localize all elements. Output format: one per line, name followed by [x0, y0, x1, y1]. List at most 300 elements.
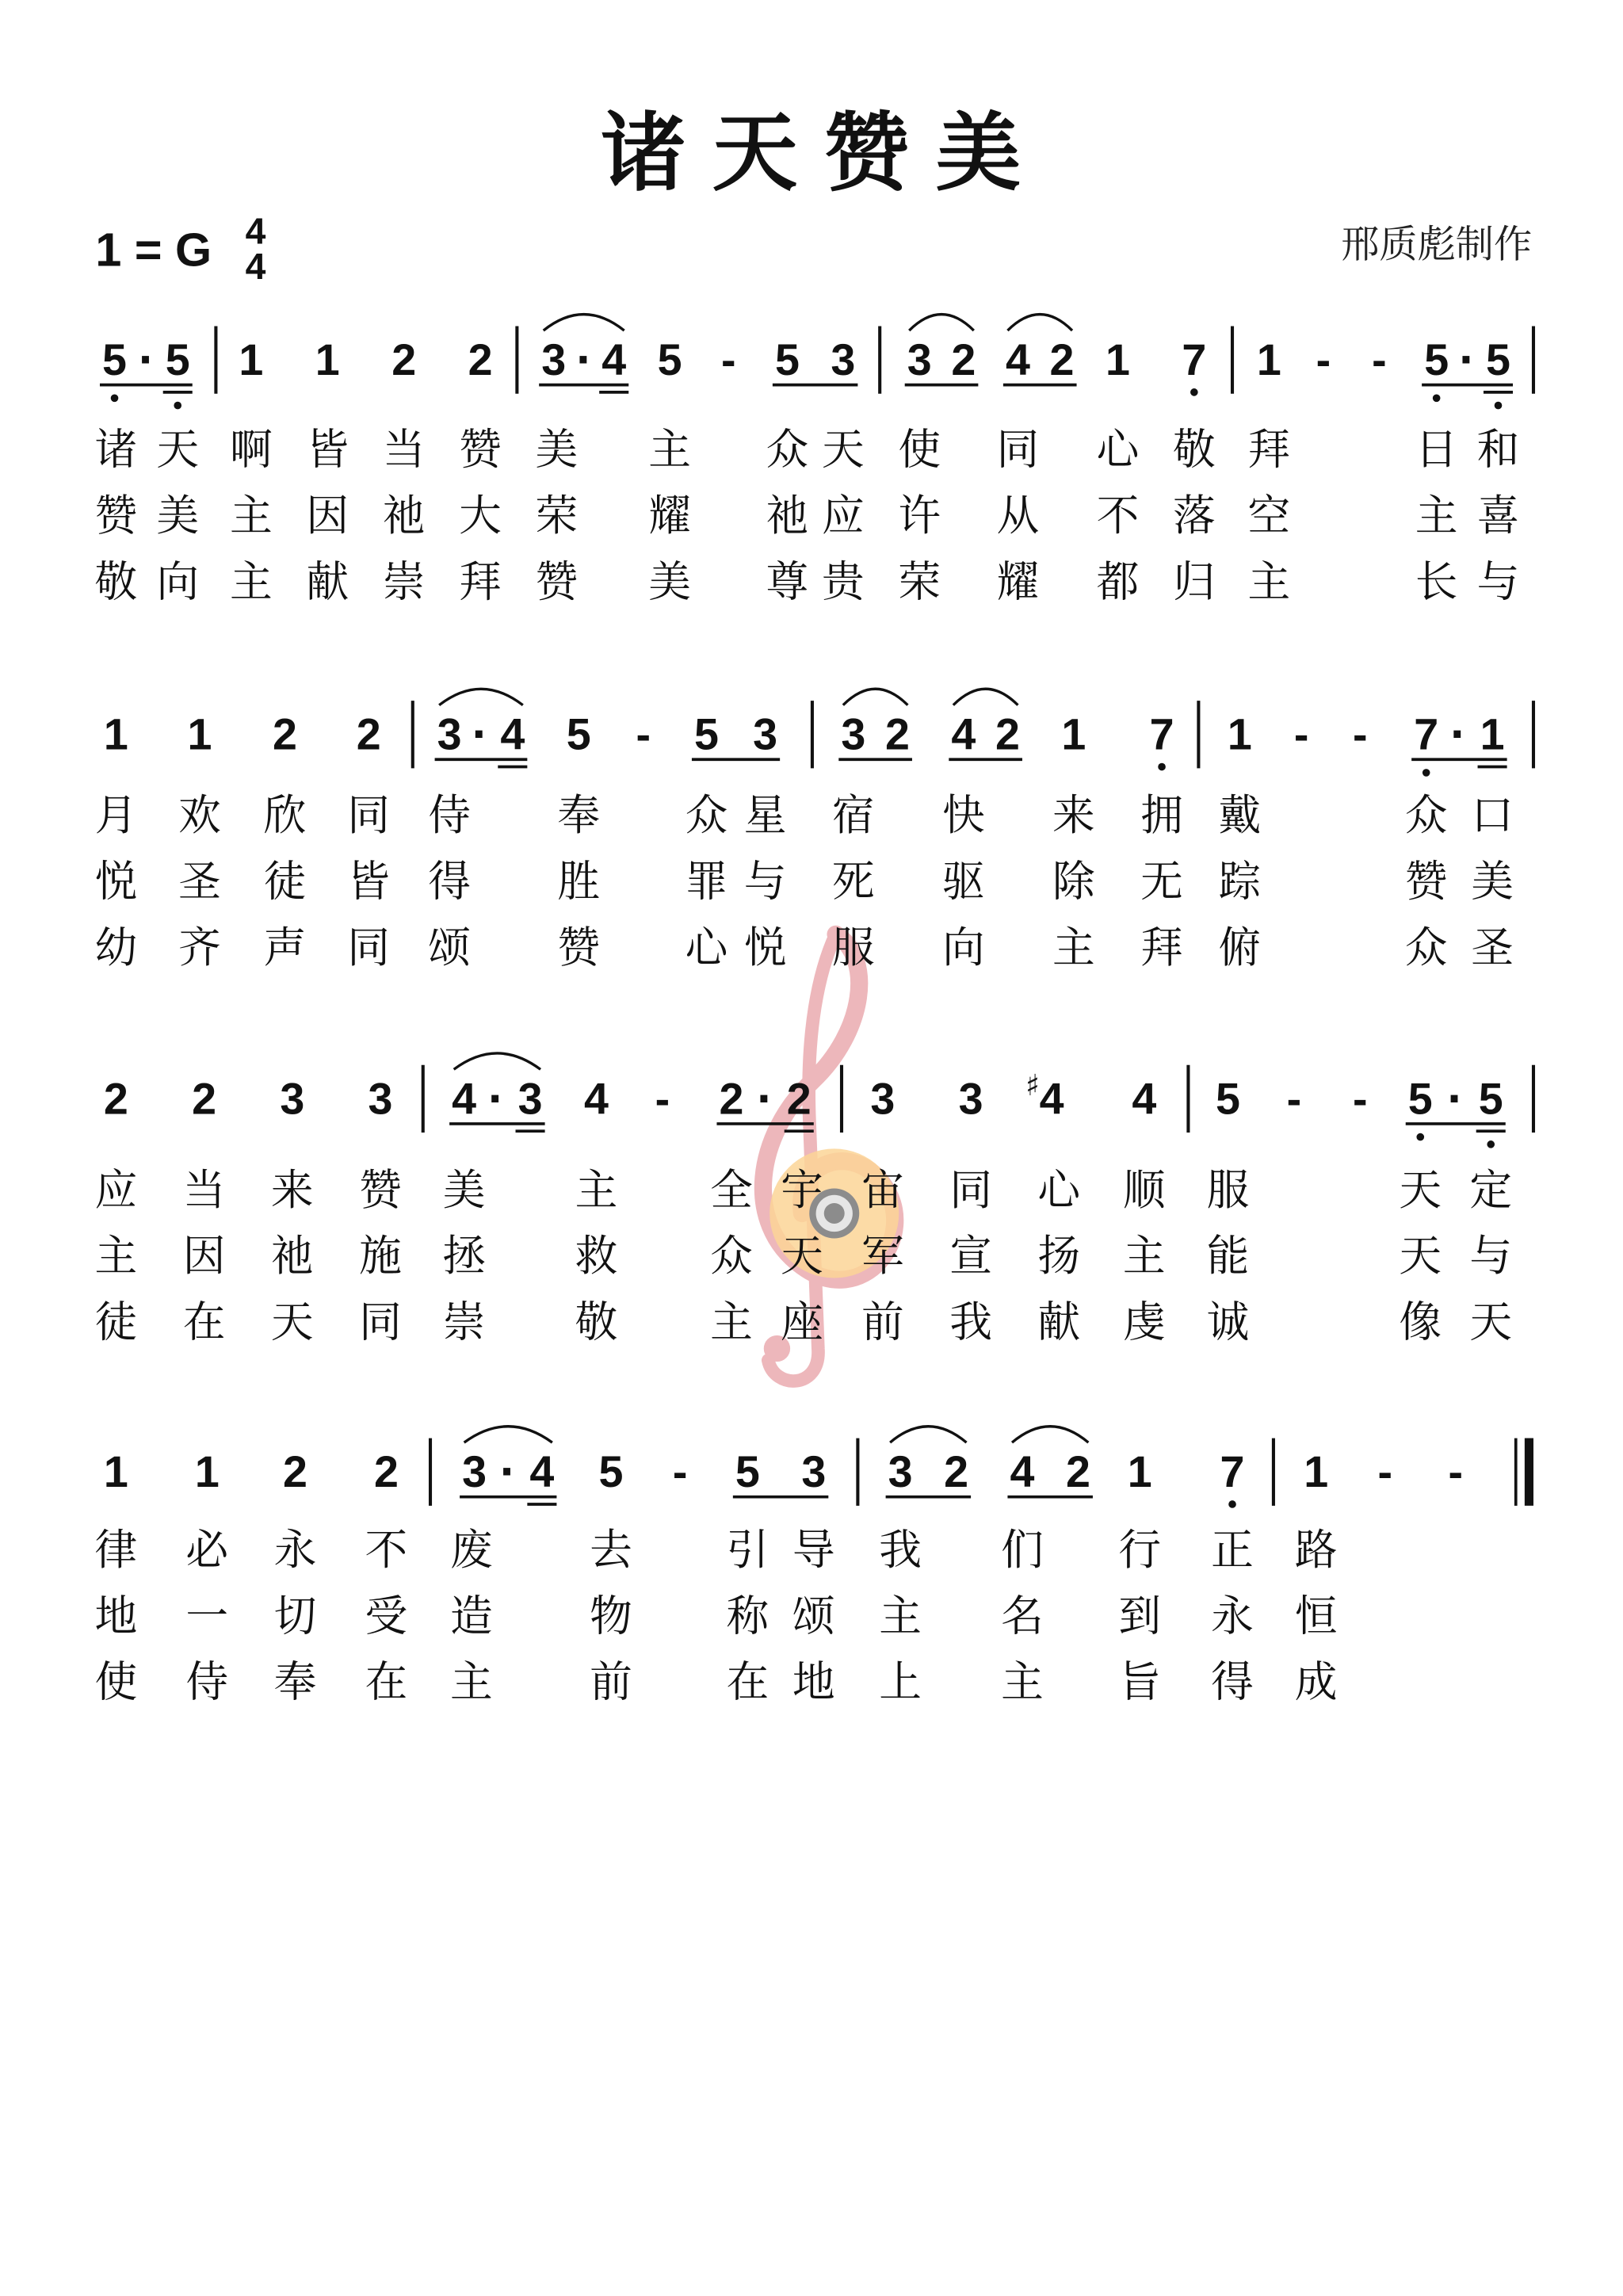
note: 5 [102, 335, 127, 385]
lyric-syllable: 顺 [1122, 1164, 1166, 1215]
lyric-syllable: 赞 [557, 922, 601, 972]
low-octave-dot [1190, 388, 1198, 396]
lyric-syllable: 赞 [459, 424, 502, 475]
lyric-syllable: 月 [94, 790, 138, 841]
low-octave-dot [1158, 763, 1166, 771]
key-signature: 1 = G [95, 223, 212, 277]
note: 4 [452, 1074, 477, 1124]
lyric-syllable: 归 [1172, 556, 1216, 607]
lyric-syllable: 天 [270, 1297, 314, 1347]
lyric-syllable: 永 [273, 1524, 317, 1575]
lyric-syllable: 荣 [898, 556, 941, 607]
lyric-syllable: 耀 [648, 491, 692, 541]
lyric-syllable: 天 [1399, 1164, 1442, 1215]
note: 3 [280, 1074, 305, 1124]
lyric-syllable: 大 [459, 491, 502, 541]
note: 1 [1105, 335, 1130, 385]
lyrics-line-2-verse-1 [94, 790, 1513, 840]
lyric-syllable: 主 [879, 1591, 922, 1641]
lyric-syllable: 成 [1294, 1656, 1338, 1707]
lyric-syllable: 空 [1247, 491, 1291, 541]
lyric-syllable: 徒 [263, 856, 307, 907]
lyric-syllable: 切 [273, 1591, 317, 1641]
lyric-syllable: 宙 [861, 1164, 904, 1215]
lyrics-line-1-verse-2 [94, 491, 1519, 541]
lyric-syllable: 同 [996, 424, 1040, 475]
lyric-syllable: 美 [442, 1164, 486, 1215]
lyric-syllable: 欢 [178, 790, 221, 841]
lyric-syllable: 和 [1476, 424, 1520, 475]
lyric-syllable: 不 [365, 1524, 408, 1575]
lyric-syllable: 献 [1037, 1297, 1081, 1347]
augmentation-dot: · [1449, 706, 1467, 762]
lyrics-line-3-verse-3 [94, 1297, 1512, 1347]
lyric-syllable: 侍 [428, 790, 471, 841]
note: 4 [1039, 1074, 1064, 1124]
note: 2 [951, 335, 976, 385]
time-signature [246, 211, 266, 287]
lyric-syllable: 虔 [1122, 1297, 1166, 1347]
low-octave-dot [111, 394, 119, 402]
lyric-syllable: 拜 [1140, 922, 1183, 972]
note: 5 [657, 335, 682, 385]
slur [843, 689, 908, 705]
hold-dash: - [721, 335, 736, 385]
lyric-syllable: 主 [1415, 491, 1458, 541]
augmentation-dot: · [499, 1444, 517, 1500]
low-octave-dot [1416, 1133, 1424, 1141]
lyric-syllable: 当 [382, 424, 426, 475]
note: 3 [907, 335, 932, 385]
lyric-syllable: 使 [898, 424, 941, 475]
lyric-syllable: 天 [1399, 1231, 1442, 1282]
lyric-syllable: 同 [949, 1164, 992, 1215]
augmentation-dot: · [1459, 332, 1476, 388]
record-disc-hole [824, 1203, 845, 1224]
lyric-syllable: 美 [535, 424, 579, 475]
low-octave-dot [1228, 1500, 1236, 1508]
low-octave-dot [1423, 769, 1430, 777]
lyric-syllable: 长 [1415, 556, 1458, 607]
note: 4 [500, 709, 525, 759]
lyric-syllable: 与 [743, 856, 787, 907]
lyric-syllable: 应 [821, 491, 865, 541]
augmentation-dot: · [472, 706, 489, 762]
note: 3 [831, 335, 856, 385]
augmentation-dot: · [487, 1071, 505, 1127]
lyric-syllable: 喜 [1476, 491, 1520, 541]
lyric-syllable: 在 [182, 1297, 226, 1347]
note: 1 [103, 709, 128, 759]
lyric-syllable: 诸 [94, 424, 138, 475]
time-signature-bottom: 4 [245, 246, 266, 288]
lyric-syllable: 尊 [766, 556, 809, 607]
low-octave-dot [1487, 1140, 1495, 1148]
note: 1 [1304, 1447, 1329, 1497]
lyric-syllable: 除 [1052, 856, 1095, 907]
note: 5 [598, 1447, 624, 1497]
lyric-syllable: 救 [575, 1231, 618, 1282]
final-barline-thick [1525, 1438, 1533, 1506]
hold-dash: - [1286, 1074, 1302, 1124]
lyric-syllable: 得 [1211, 1656, 1254, 1707]
lyric-syllable: 天 [156, 424, 200, 475]
note: 3 [541, 335, 567, 385]
lyric-syllable: 耀 [996, 556, 1040, 607]
lyric-syllable: 主 [710, 1297, 753, 1347]
lyric-syllable: 天 [1469, 1297, 1513, 1347]
note: 5 [735, 1447, 760, 1497]
note: 4 [529, 1447, 555, 1497]
slur [1007, 315, 1072, 330]
lyric-syllable: 地 [792, 1656, 835, 1707]
notation-line-2 [104, 689, 1533, 776]
lyric-syllable: 与 [1469, 1231, 1513, 1282]
note: 5 [1407, 1074, 1433, 1124]
lyric-syllable: 去 [590, 1524, 632, 1575]
hold-dash: - [1353, 709, 1368, 759]
lyrics-line-1-verse-3 [94, 556, 1519, 606]
note: 2 [995, 709, 1020, 759]
lyric-syllable: 地 [94, 1591, 138, 1641]
note: 5 [566, 709, 591, 759]
lyric-syllable: 都 [1096, 556, 1140, 607]
lyric-syllable: 到 [1118, 1591, 1162, 1641]
lyric-syllable: 快 [941, 790, 985, 841]
note: 1 [1061, 709, 1086, 759]
lyric-syllable: 在 [365, 1656, 408, 1707]
lyric-syllable: 诚 [1206, 1297, 1250, 1347]
song-title: 诸天赞美 [601, 103, 1048, 203]
lyric-syllable: 主 [94, 1231, 138, 1282]
lyric-syllable: 罪 [685, 856, 728, 907]
lyric-syllable: 崇 [382, 556, 426, 607]
lyric-syllable: 赞 [1404, 856, 1448, 907]
note: 3 [368, 1074, 393, 1124]
note: 1 [103, 1447, 128, 1497]
lyric-syllable: 众 [710, 1231, 753, 1282]
lyric-syllable: 美 [1471, 856, 1514, 907]
lyric-syllable: 不 [1096, 491, 1140, 541]
hold-dash: - [1293, 709, 1309, 759]
hold-dash: - [636, 709, 651, 759]
lyric-syllable: 能 [1206, 1231, 1250, 1282]
lyric-syllable: 心 [1096, 424, 1140, 475]
lyric-syllable: 引 [726, 1524, 769, 1575]
note: 3 [888, 1447, 913, 1497]
lyric-syllable: 奉 [557, 790, 601, 841]
note: 3 [801, 1447, 827, 1497]
note: 3 [841, 709, 866, 759]
lyric-syllable: 赞 [94, 491, 138, 541]
lyric-syllable: 恒 [1294, 1591, 1338, 1641]
lyric-syllable: 荣 [535, 491, 579, 541]
lyric-syllable: 祂 [766, 491, 809, 541]
lyrics-line-4-verse-2 [94, 1591, 1337, 1641]
lyric-syllable: 众 [766, 424, 809, 475]
lyric-syllable: 得 [428, 856, 471, 907]
hold-dash: - [1353, 1074, 1368, 1124]
slur [464, 1427, 552, 1442]
lyric-syllable: 悦 [94, 856, 138, 907]
note: 4 [1010, 1447, 1035, 1497]
lyric-syllable: 落 [1172, 491, 1216, 541]
lyric-syllable: 声 [263, 922, 307, 972]
lyric-syllable: 敬 [94, 556, 138, 607]
note: 2 [391, 335, 417, 385]
note: 3 [437, 709, 462, 759]
lyric-syllable: 幼 [94, 922, 138, 972]
lyrics-line-1-verse-1 [94, 425, 1519, 475]
note: 5 [694, 709, 719, 759]
note: 3 [958, 1074, 983, 1124]
hold-dash: - [1377, 1447, 1393, 1497]
lyric-syllable: 受 [365, 1591, 408, 1641]
note: 5 [1486, 335, 1510, 385]
lyric-syllable: 心 [1037, 1164, 1081, 1215]
note: 2 [719, 1074, 744, 1124]
lyric-syllable: 前 [590, 1656, 632, 1707]
note: 2 [468, 335, 493, 385]
lyric-syllable: 服 [1206, 1164, 1250, 1215]
lyric-syllable: 扬 [1037, 1231, 1081, 1282]
lyric-syllable: 拥 [1140, 790, 1183, 841]
note: 1 [1256, 335, 1281, 385]
lyric-syllable: 像 [1399, 1297, 1442, 1347]
lyric-syllable: 永 [1211, 1591, 1254, 1641]
lyric-syllable: 崇 [442, 1297, 486, 1347]
lyric-syllable: 侍 [185, 1656, 229, 1707]
lyric-syllable: 同 [347, 922, 391, 972]
lyric-syllable: 向 [941, 922, 985, 972]
note: 3 [870, 1074, 896, 1124]
note: 2 [786, 1074, 812, 1124]
lyric-syllable: 悦 [743, 922, 787, 972]
lyric-syllable: 们 [1001, 1524, 1044, 1575]
lyric-syllable: 众 [1404, 922, 1448, 972]
slur [909, 315, 974, 330]
lyric-syllable: 圣 [1471, 922, 1514, 972]
lyric-syllable: 施 [359, 1231, 402, 1282]
note: 5 [1424, 335, 1449, 385]
lyric-syllable: 死 [831, 856, 875, 907]
lyric-syllable: 美 [648, 556, 692, 607]
note: 1 [194, 1447, 220, 1497]
lyric-syllable: 来 [1052, 790, 1095, 841]
note: 5 [165, 335, 190, 385]
lyric-syllable: 心 [685, 922, 728, 972]
lyric-syllable: 拜 [1247, 424, 1291, 475]
slur [1012, 1427, 1088, 1442]
lyric-syllable: 使 [94, 1656, 138, 1707]
note: 2 [373, 1447, 399, 1497]
lyric-syllable: 徒 [94, 1297, 138, 1347]
note: 4 [1132, 1074, 1157, 1124]
lyric-syllable: 颂 [428, 922, 471, 972]
time-signature-top: 4 [245, 210, 266, 252]
lyric-syllable: 座 [781, 1297, 823, 1347]
lyric-syllable: 口 [1471, 790, 1514, 841]
lyric-syllable: 我 [949, 1297, 992, 1347]
lyric-syllable: 胜 [557, 856, 601, 907]
low-octave-dot [1495, 402, 1503, 410]
lyric-syllable: 主 [575, 1164, 618, 1215]
note: 5 [1216, 1074, 1240, 1124]
lyrics-line-4-verse-1 [94, 1525, 1337, 1575]
lyric-syllable: 圣 [178, 856, 221, 907]
low-octave-dot [1433, 394, 1441, 402]
slur [953, 689, 1018, 705]
lyric-syllable: 主 [230, 556, 273, 607]
lyric-syllable: 与 [1476, 556, 1520, 607]
lyric-syllable: 造 [450, 1591, 493, 1641]
hold-dash: - [1372, 335, 1387, 385]
note: 2 [944, 1447, 969, 1497]
lyric-syllable: 齐 [178, 922, 221, 972]
note: 4 [1005, 335, 1030, 385]
lyric-syllable: 正 [1211, 1524, 1254, 1575]
note: 1 [1227, 709, 1252, 759]
note: 2 [192, 1074, 217, 1124]
lyric-syllable: 贵 [821, 556, 865, 607]
lyric-syllable: 必 [185, 1524, 229, 1575]
lyric-syllable: 一 [185, 1591, 229, 1641]
lyric-syllable: 无 [1140, 856, 1183, 907]
hold-dash: - [672, 1447, 688, 1497]
note: 7 [1149, 709, 1174, 759]
note: 1 [187, 709, 212, 759]
augmentation-dot: · [757, 1071, 774, 1127]
lyric-syllable: 皆 [347, 856, 391, 907]
note: 5 [1478, 1074, 1503, 1124]
lyric-syllable: 驱 [941, 856, 985, 907]
slur [544, 315, 624, 330]
notation-line-4 [104, 1427, 1533, 1508]
note: 4 [951, 709, 976, 759]
lyric-syllable: 因 [182, 1231, 226, 1282]
lyric-syllable: 赞 [359, 1164, 402, 1215]
lyric-syllable: 奉 [273, 1656, 317, 1707]
lyric-syllable: 俯 [1218, 922, 1262, 972]
note: 2 [273, 709, 297, 759]
lyric-syllable: 主 [230, 491, 273, 541]
lyric-syllable: 同 [347, 790, 391, 841]
lyric-syllable: 拜 [459, 556, 502, 607]
lyric-syllable: 当 [182, 1164, 226, 1215]
lyric-syllable: 许 [898, 491, 941, 541]
lyric-syllable: 主 [1247, 556, 1291, 607]
lyrics-line-4-verse-3 [94, 1657, 1337, 1707]
note: 2 [1065, 1447, 1090, 1497]
slur [439, 689, 523, 705]
lyric-syllable: 从 [996, 491, 1040, 541]
lyric-syllable: 众 [1404, 790, 1448, 841]
note: 2 [103, 1074, 128, 1124]
lyric-syllable: 因 [306, 491, 349, 541]
lyric-syllable: 宿 [831, 790, 875, 841]
note: 7 [1414, 709, 1439, 759]
lyric-syllable: 军 [861, 1231, 904, 1282]
note: 2 [356, 709, 381, 759]
lyric-syllable: 定 [1469, 1164, 1513, 1215]
augmentation-dot: · [138, 332, 155, 388]
lyric-syllable: 名 [1001, 1591, 1044, 1641]
lyric-syllable: 美 [156, 491, 200, 541]
note: 1 [315, 335, 340, 385]
lyric-syllable: 废 [450, 1524, 493, 1575]
lyric-syllable: 皆 [306, 424, 349, 475]
lyric-syllable: 主 [1001, 1656, 1044, 1707]
note: 2 [884, 709, 910, 759]
note: 4 [601, 335, 627, 385]
lyric-syllable: 献 [306, 556, 349, 607]
lyric-syllable: 路 [1294, 1524, 1338, 1575]
augmentation-dot: · [1447, 1071, 1465, 1127]
note: 2 [283, 1447, 307, 1497]
lyric-syllable: 宇 [781, 1164, 823, 1215]
lyric-syllable: 宣 [949, 1231, 992, 1282]
lyric-syllable: 同 [359, 1297, 402, 1347]
lyric-syllable: 赞 [535, 556, 579, 607]
lyric-syllable: 主 [450, 1656, 493, 1707]
lyric-syllable: 敬 [1172, 424, 1216, 475]
lyric-syllable: 全 [710, 1164, 753, 1215]
lyric-syllable: 日 [1415, 424, 1458, 475]
lyric-syllable: 祂 [382, 491, 426, 541]
lyric-syllable: 我 [879, 1524, 922, 1575]
lyric-syllable: 踪 [1218, 856, 1262, 907]
lyric-syllable: 行 [1118, 1524, 1162, 1575]
lyric-syllable: 旨 [1118, 1656, 1162, 1707]
note: 1 [239, 335, 264, 385]
sharp-accidental: ♯ [1025, 1068, 1040, 1103]
lyric-syllable: 众 [685, 790, 728, 841]
hold-dash: - [1316, 335, 1331, 385]
slur [454, 1053, 540, 1069]
note: 3 [462, 1447, 487, 1497]
lyric-syllable: 向 [156, 556, 200, 607]
lyric-syllable: 敬 [575, 1297, 618, 1347]
lyric-syllable: 祂 [270, 1231, 314, 1282]
lyric-syllable: 主 [1122, 1231, 1166, 1282]
lyric-syllable: 律 [94, 1524, 138, 1575]
lyrics-line-2-verse-2 [94, 857, 1513, 907]
note: 2 [1049, 335, 1075, 385]
lyrics-line-3-verse-2 [94, 1231, 1512, 1281]
lyrics-line-3-verse-1 [94, 1165, 1512, 1215]
lyric-syllable: 主 [1052, 922, 1095, 972]
lyric-syllable: 前 [861, 1297, 904, 1347]
lyric-syllable: 天 [781, 1231, 823, 1282]
note: 4 [584, 1074, 609, 1124]
arranger-credit: 邢质彪制作 [1341, 222, 1533, 267]
lyric-syllable: 在 [726, 1656, 769, 1707]
lyric-syllable: 服 [831, 922, 875, 972]
lyric-syllable: 颂 [792, 1591, 835, 1641]
note: 5 [774, 335, 800, 385]
lyric-syllable: 星 [743, 790, 787, 841]
lyric-syllable: 天 [821, 424, 865, 475]
lyric-syllable: 啊 [230, 424, 273, 475]
lyric-syllable: 欣 [263, 790, 307, 841]
note: 1 [1127, 1447, 1152, 1497]
lyric-syllable: 拯 [442, 1231, 486, 1282]
lyric-syllable: 应 [94, 1164, 138, 1215]
lyric-syllable: 物 [590, 1591, 632, 1641]
lyrics-line-2-verse-3 [94, 923, 1513, 972]
lyric-syllable: 戴 [1218, 790, 1262, 841]
lyric-syllable: 上 [879, 1656, 922, 1707]
